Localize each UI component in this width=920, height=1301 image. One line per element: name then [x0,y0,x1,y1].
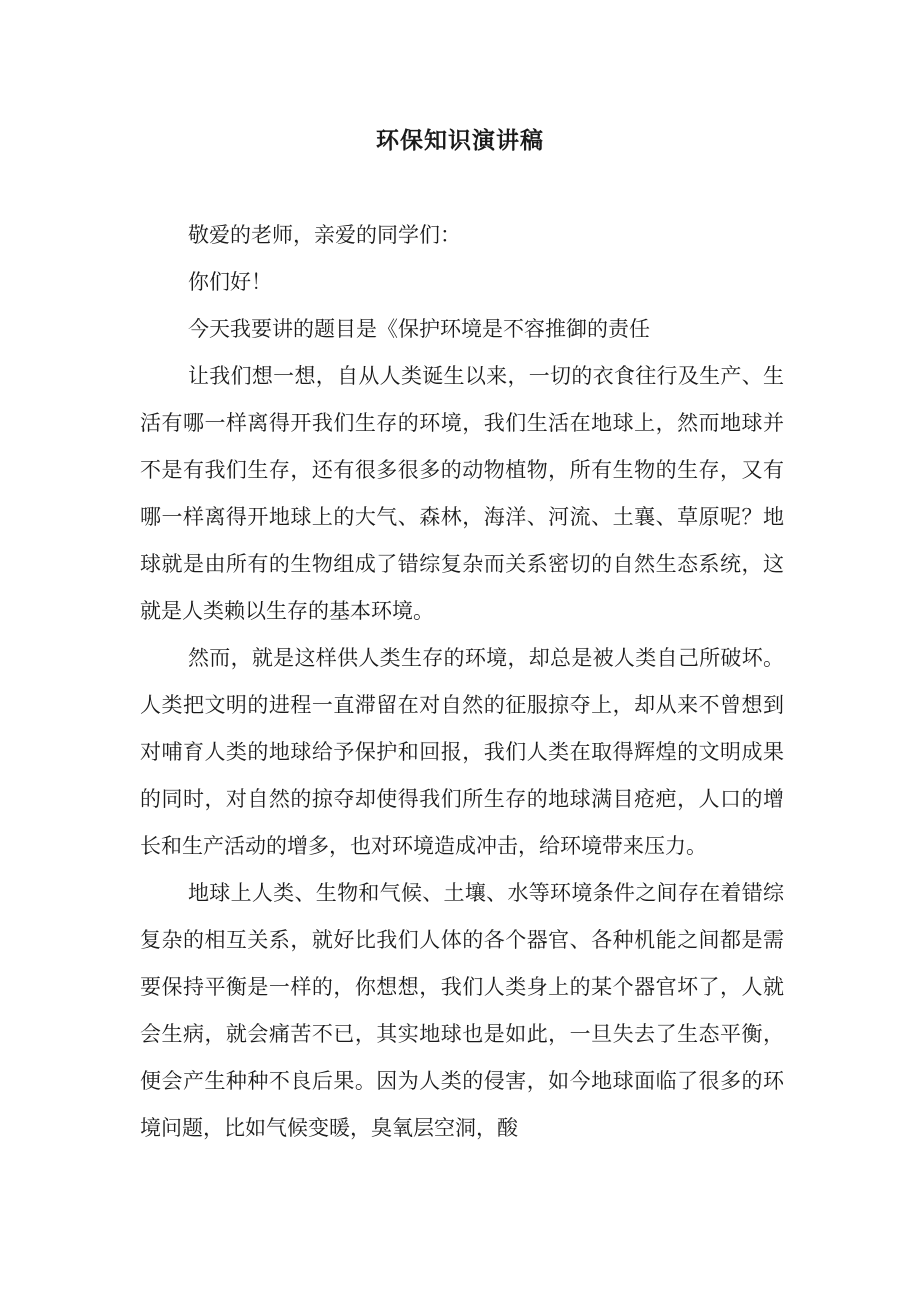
body-paragraph: 让我们想一想，自从人类诞生以来，一切的衣食往行及生产、生活有哪一样离得开我们生存的环境，我们生活在地球上，然而地球并不是有我们生存，还有很多很多的动物植物，所有生物的生存，又有哪一样离得开地球上的大气、森林，海洋、河流、土襄、草原呢？地球就是由所有的生物组成了错综复杂而关系密切的自然生态系统，这就是人类赖以生存的基本环境。 [140,364,784,623]
greeting-paragraph: 你们好！ [188,270,272,294]
body-paragraph: 地球上人类、生物和气候、土壤、水等环境条件之间存在着错综复杂的相互关系，就好比我们人体的各个器官、各种机能之间都是需要保持平衡是一样的，你想想，我们人类身上的某个器官坏了，人就会生病，就会痛苦不已，其实地球也是如此，一旦失去了生态平衡，便会产生种种不良后果。因为人类的侵害，如今地球面临了很多的环境问题，比如气候变暖，臭氧层空洞，酸 [140,881,784,1140]
salutation-paragraph: 敬爱的老师，亲爱的同学们： [188,223,461,247]
body-paragraph: 然而，就是这样供人类生存的环境，却总是被人类自己所破坏。人类把文明的进程一直滞留在对自然的征服掠夺上，却从来不曾想到对哺育人类的地球给予保护和回报，我们人类在取得辉煌的文明成果的同时，对自然的掠夺却使得我们所生存的地球满目疮疤，人口的增长和生产活动的增多，也对环境造成冲击，给环境带来压力。 [140,646,784,858]
speech-body [140,212,784,1152]
topic-paragraph: 今天我要讲的题目是《保护环境是不容推御的责任 [188,317,650,341]
document-title: 环保知识演讲稿 [376,128,544,154]
